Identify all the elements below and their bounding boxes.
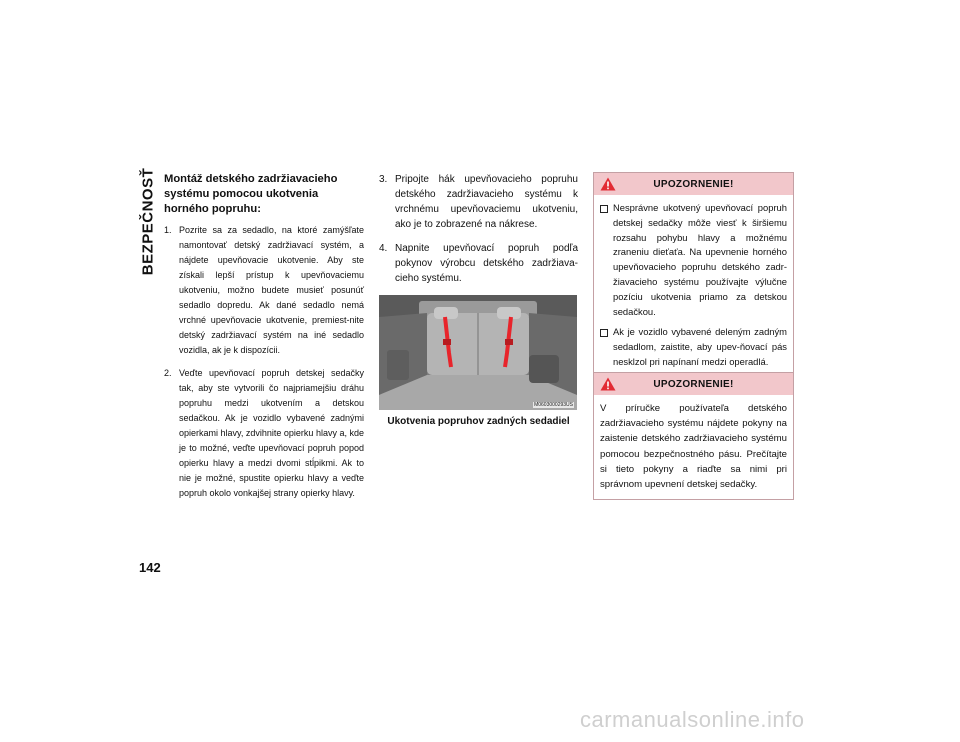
warning-header: [594, 173, 793, 195]
warning-item: [600, 325, 787, 369]
step-text: Pripojte hák upevňovacieho popruhu detského zadržiavacieho systému k vrchnému upevňovaciemu ukotveniu, ako je to zobrazené na nákrese.: [395, 174, 578, 230]
warning-item-text: Ak je vozidlo vybavené deleným zadným sedadlom, zaistite, aby upev-ňovací pás nesklzol pri napínaní medzi operadlá.: [613, 326, 787, 367]
warning-title: UPOZORNENIE!: [653, 178, 734, 190]
left-column: [164, 172, 364, 509]
checkbox-bullet-icon: [600, 205, 608, 213]
figure-code: M0603000293US: [534, 402, 573, 408]
warning-triangle-icon: [600, 377, 616, 391]
step-number: 1.: [164, 225, 172, 235]
step-text: Pozrite sa za sedadlo, na ktoré zamýšľate namontovať detský zadržiavací systém, a nájdete upevňovacie ukotvenie. Aby ste získali lepší prístup k upevňovaciemu ukotveniu, možno budete musieť posunúť sedadlo dopredu. Ak dané sedadlo nemá vrchné upevňovacie ukotvenie, premiest-nite detský zadržiavací systém na iné sedadlo vozidla, ak je k dispozícii.: [179, 225, 364, 355]
tether-anchor-photo: [379, 295, 577, 410]
section-title: Montáž detského zadržiavacieho systému pomocou ukotvenia horného popruhu:: [164, 173, 338, 215]
warning-item-text: Nesprávne ukotvený upevňovací popruh detskej sedačky môže viesť k širšiemu rozsahu pohybu hlavy a možnému zraneniu dieťaťa. Na upevnenie horného upevňovacieho popruhu detského zadr-žiavacieho systému používajte výlučne pozíciu ukotvenia priamo za detskou sedačkou.: [613, 202, 787, 317]
warning-triangle-icon: [600, 177, 616, 191]
warning-body: [594, 195, 793, 377]
warning-body: [594, 395, 793, 499]
checkbox-bullet-icon: [600, 329, 608, 337]
rear-seat-illustration: [379, 295, 577, 410]
watermark: carmanualsonline.info: [580, 707, 805, 732]
warning-item: [600, 201, 787, 319]
middle-column: [379, 172, 578, 427]
step-3: [379, 172, 578, 232]
warning-header: [594, 373, 793, 395]
step-1: [164, 223, 364, 358]
step-text: Veďte upevňovací popruh detskej sedačky tak, aby ste vytvorili čo najpriamejšiu dráhu popruhu medzi ukotvením a detskou sedačkou. Ak je vozidlo vybavené zadnými opierkami hlavy, zdvihnite opierku hlavy a, kde je to možné, veďte upevňovací popruh popod opierku hlavy a medzi dvomi stĺpikmi. Ak to nie je možné, spustite opierku hlavy a veďte popruh okolo vonkajšej strany opierky hlavy.: [179, 368, 364, 498]
page-number: 142: [139, 560, 161, 575]
step-number: 2.: [164, 368, 172, 378]
warning-box-1: [593, 172, 794, 378]
warning-text: V príručke používateľa detského zadržiavacieho systému nájdete pokyny na zaistenie detského zadržiavacieho systému pomocou bezpečnostného pásu. Prečítajte si tieto pokyny a riaďte sa nimi pri správnom upevnení detskej sedačky.: [600, 403, 787, 491]
step-number: 4.: [379, 243, 388, 254]
figure-caption: Ukotvenia popruhov zadných sedadiel: [387, 416, 570, 427]
section-tab: [138, 167, 158, 275]
step-4: [379, 241, 578, 286]
section-tab-label: BEZPEČNOSŤ: [139, 167, 157, 275]
warning-title: UPOZORNENIE!: [653, 378, 734, 390]
warning-box-2: [593, 372, 794, 500]
step-text: Napnite upevňovací popruh podľa pokynov výrobcu detského zadržiava-cieho systému.: [395, 243, 578, 284]
step-number: 3.: [379, 174, 388, 185]
step-2: [164, 366, 364, 501]
